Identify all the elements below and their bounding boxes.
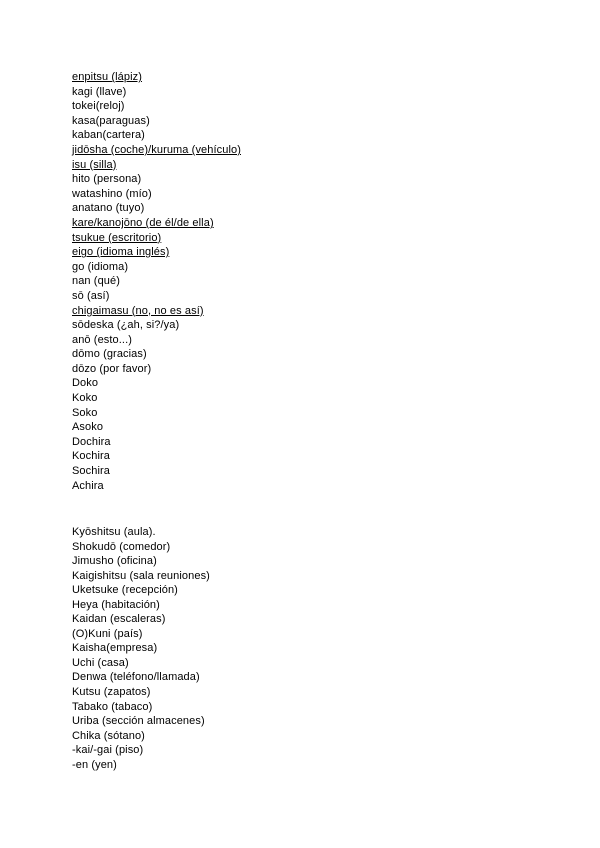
vocabulary-line: Kaisha(empresa) — [72, 642, 158, 655]
vocabulary-line: jidōsha (coche)/kuruma (vehículo) — [72, 143, 241, 156]
vocabulary-line: Kutsu (zapatos) — [72, 686, 151, 699]
vocabulary-line: anō (esto...) — [72, 333, 132, 346]
vocabulary-list-2 — [72, 525, 210, 772]
vocabulary-line: hito (persona) — [72, 173, 142, 186]
vocabulary-line: Chika (sótano) — [72, 729, 145, 742]
vocabulary-line: Kochira — [72, 450, 110, 463]
vocabulary-line: isu (silla) — [72, 158, 117, 171]
vocabulary-line: nan (qué) — [72, 275, 120, 288]
vocabulary-line: (O)Kuni (país) — [72, 627, 143, 640]
vocabulary-line: Uketsuke (recepción) — [72, 584, 178, 597]
vocabulary-line: enpitsu (lápiz) — [72, 71, 142, 83]
vocabulary-line: Kaidan (escaleras) — [72, 613, 166, 626]
vocabulary-line: Kaigishitsu (sala reuniones) — [72, 569, 210, 582]
vocabulary-line: Soko — [72, 406, 98, 419]
vocabulary-line: tsukue (escritorio) — [72, 231, 162, 244]
vocabulary-line: anatano (tuyo) — [72, 202, 145, 215]
vocabulary-line: Asoko — [72, 421, 104, 434]
vocabulary-line: Uchi (casa) — [72, 656, 129, 669]
vocabulary-line: Sochira — [72, 465, 110, 478]
vocabulary-line: dōzo (por favor) — [72, 362, 152, 375]
vocabulary-list-1 — [72, 70, 241, 493]
vocabulary-line: tokei(reloj) — [72, 100, 125, 113]
vocabulary-line: watashino (mío) — [72, 187, 152, 200]
vocabulary-line: Kyōshitsu (aula). — [72, 526, 156, 538]
vocabulary-line: chigaimasu (no, no es así) — [72, 304, 204, 317]
vocabulary-line: kaban(cartera) — [72, 129, 145, 142]
vocabulary-line: Uriba (sección almacenes) — [72, 715, 205, 728]
vocabulary-line: kasa(paraguas) — [72, 114, 150, 127]
vocabulary-line: Shokudō (comedor) — [72, 540, 171, 553]
vocabulary-line: kagi (llave) — [72, 85, 127, 98]
vocabulary-line: Denwa (teléfono/llamada) — [72, 671, 200, 684]
vocabulary-line: Dochira — [72, 435, 111, 448]
vocabulary-line: dōmo (gracias) — [72, 348, 147, 361]
vocabulary-line: sō (así) — [72, 289, 110, 302]
vocabulary-line: -kai/-gai (piso) — [72, 744, 144, 757]
vocabulary-line: go (idioma) — [72, 260, 129, 273]
vocabulary-line: eigo (idioma inglés) — [72, 246, 170, 259]
vocabulary-line: Achira — [72, 479, 104, 492]
vocabulary-line: Tabako (tabaco) — [72, 700, 153, 713]
vocabulary-line: Jimusho (oficina) — [72, 555, 157, 568]
vocabulary-line: -en (yen) — [72, 758, 117, 771]
vocabulary-line: sōdeska (¿ah, si?/ya) — [72, 319, 180, 332]
vocabulary-line: Heya (habitación) — [72, 598, 160, 611]
vocabulary-line: Doko — [72, 377, 99, 390]
vocabulary-line: kare/kanojōno (de él/de ella) — [72, 216, 214, 229]
vocabulary-line: Koko — [72, 392, 98, 405]
